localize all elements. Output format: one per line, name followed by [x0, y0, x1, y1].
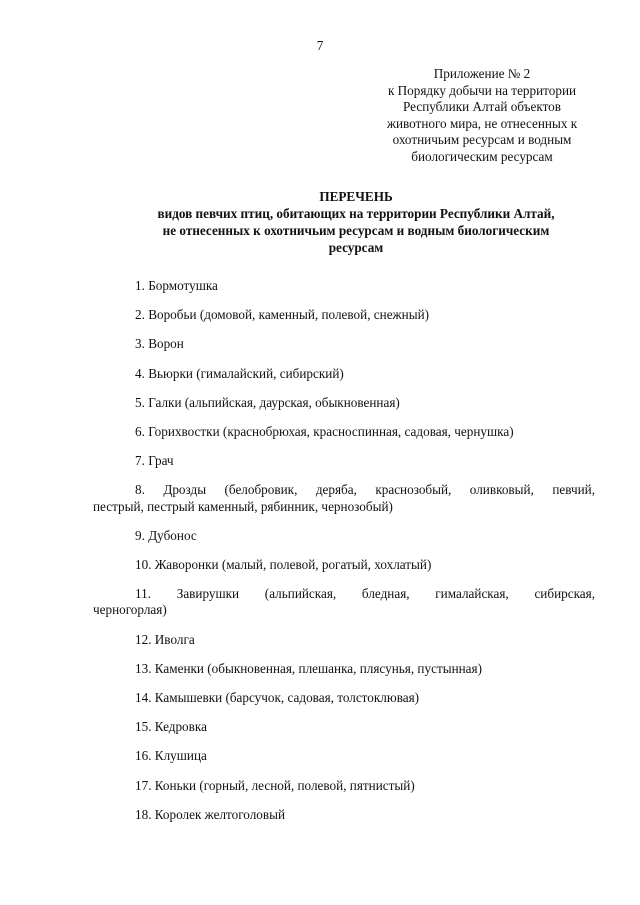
document-title [90, 188, 622, 256]
list-item: 5. Галки (альпийская, даурская, обыкновенная) [135, 394, 400, 410]
list-item: 12. Иволга [135, 631, 195, 647]
appendix-line: Республики Алтай объектов [403, 99, 561, 115]
appendix-line: охотничьим ресурсам и водным [392, 132, 572, 148]
list-item: 18. Королек желтоголовый [135, 806, 286, 822]
species-list [93, 278, 595, 836]
title-heading: ПЕРЕЧЕНЬ [319, 189, 393, 204]
list-item: 7. Грач [135, 453, 174, 469]
list-item: 6. Горихвостки (краснобрюхая, красноспинная, садовая, чернушка) [135, 424, 514, 440]
title-line: не отнесенных к охотничьим ресурсам и водным биологическим [162, 223, 550, 238]
list-item: 17. Коньки (горный, лесной, полевой, пятнистый) [135, 777, 415, 793]
appendix-line: к Порядку добычи на территории [387, 82, 577, 98]
list-item: 2. Воробьи (домовой, каменный, полевой, снежный) [135, 307, 430, 323]
list-item-line: 11. Завирушки (альпийская, бледная, гималайская, сибирская, [135, 586, 595, 602]
list-item-line: 8. Дрозды (белобровик, деряба, краснозобый, оливковый, певчий, [135, 482, 595, 498]
list-item: 9. Дубонос [135, 527, 197, 543]
appendix-line: биологическим ресурсам [411, 148, 553, 164]
title-line: видов певчих птиц, обитающих на территории Республики Алтай, [157, 206, 555, 221]
list-item: 10. Жаворонки (малый, полевой, рогатый, хохлатый) [135, 557, 432, 573]
list-item: 15. Кедровка [135, 719, 207, 735]
list-item: 16. Клушица [135, 748, 207, 764]
page-number: 7 [316, 38, 324, 53]
list-item: 3. Ворон [135, 336, 184, 352]
appendix-line: животного мира, не отнесенных к [386, 115, 578, 131]
list-item-line: черногорлая) [93, 602, 167, 618]
appendix-line: Приложение № 2 [433, 66, 531, 81]
list-item: 1. Бормотушка [135, 278, 218, 293]
list-item: 4. Вьюрки (гималайский, сибирский) [135, 365, 344, 381]
list-item [93, 482, 595, 514]
list-item-line: пестрый, пестрый каменный, рябинник, чернозобый) [93, 498, 393, 514]
list-item [93, 586, 595, 618]
list-item: 13. Каменки (обыкновенная, плешанка, плясунья, пустынная) [135, 660, 482, 676]
appendix-header [356, 66, 608, 166]
title-line: ресурсам [328, 240, 384, 255]
list-item: 14. Камышевки (барсучок, садовая, толстоклювая) [135, 690, 420, 706]
